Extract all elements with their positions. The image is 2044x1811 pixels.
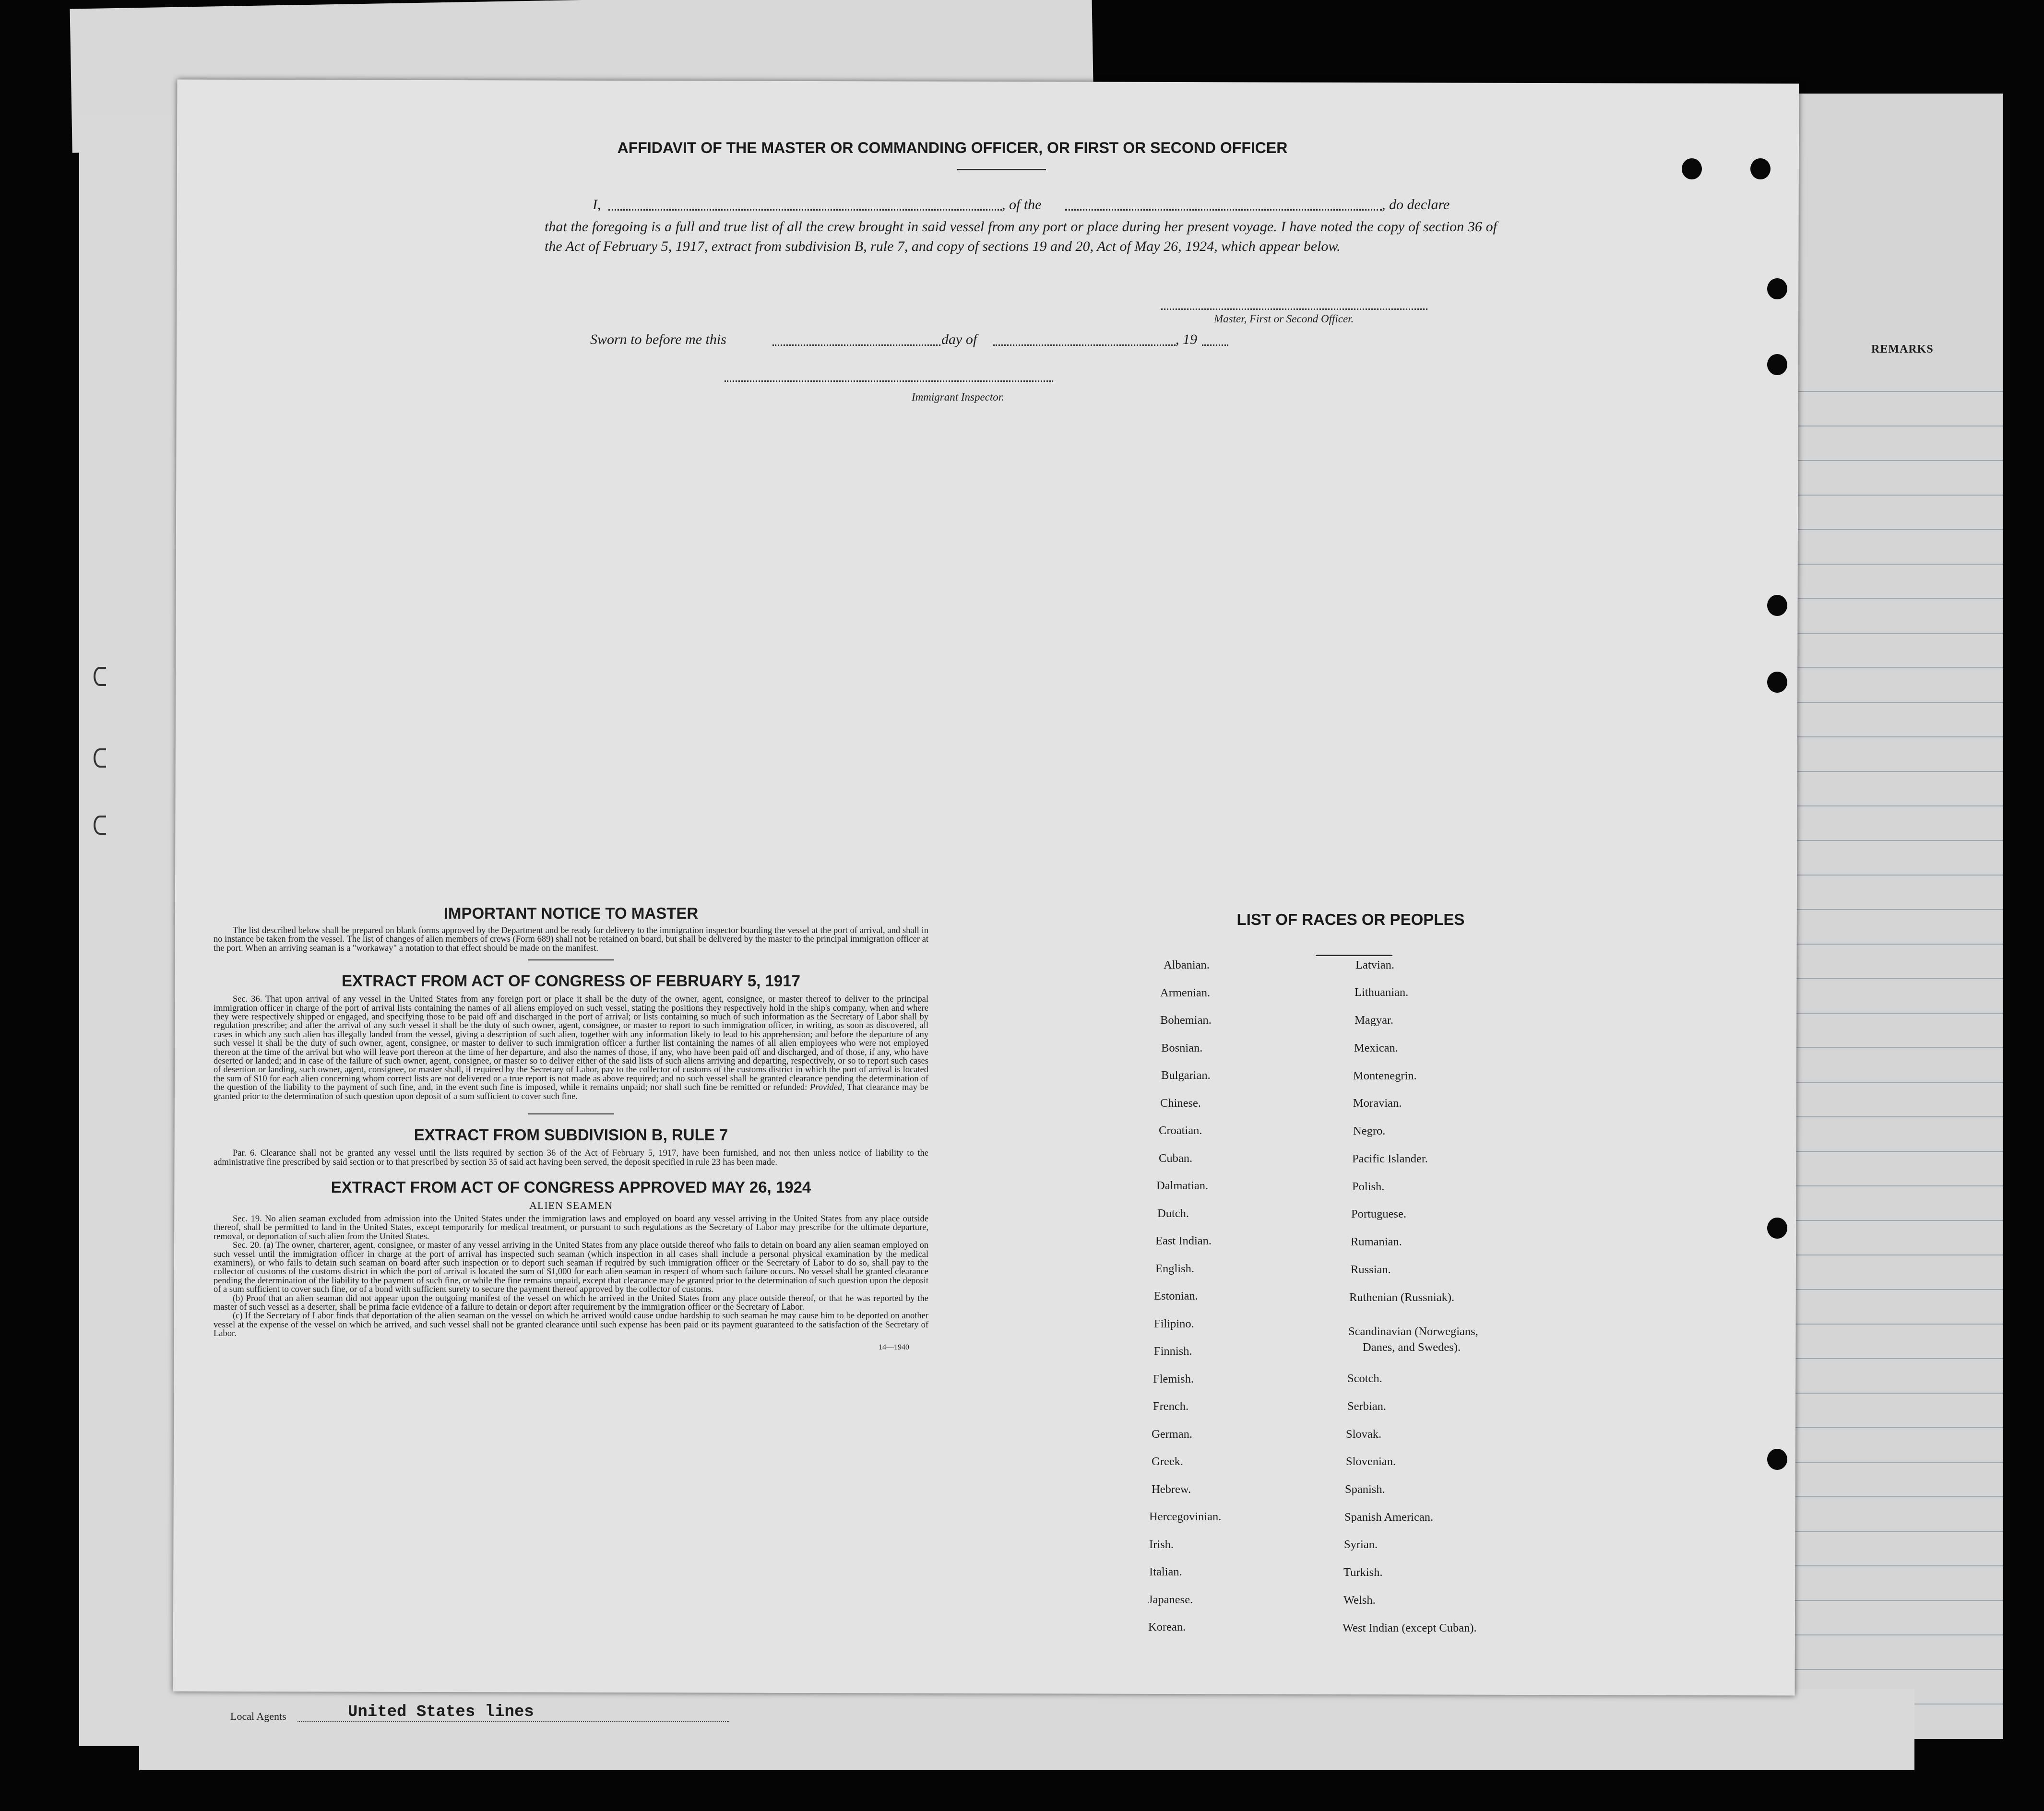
- day-of-label: day of: [941, 331, 977, 347]
- affidavit-title: AFFIDAVIT OF THE MASTER OR COMMANDING OFFICER, OR FIRST OR SECOND OFFICER: [617, 139, 1288, 156]
- binder-ring: [94, 816, 106, 835]
- sec-19-text: Sec. 19. No alien seaman excluded from admission into the United States under the immigration laws and employed on board any vessel arriving in the United States from any place outside thereof, shall be permitted to land in the United States, except temporarily for medical treatment, or pursuant to such regulations as the Secretary of Labor may prescribe for the ultimate departure, removal, or deportation of such alien from the United States.: [214, 1214, 928, 1242]
- race-item: Slovak.: [1346, 1428, 1382, 1441]
- race-item: Bosnian.: [1161, 1041, 1203, 1054]
- punch-hole: [1767, 1449, 1787, 1470]
- race-item: Armenian.: [1160, 986, 1211, 999]
- race-item: Dutch.: [1157, 1207, 1189, 1220]
- race-item: Estonian.: [1154, 1290, 1198, 1302]
- race-item: Lithuanian.: [1355, 986, 1409, 999]
- race-item: East Indian.: [1155, 1234, 1212, 1247]
- races-title-underline: [1316, 955, 1392, 956]
- race-item: Slovenian.: [1346, 1455, 1396, 1468]
- sworn-month-blank[interactable]: [993, 344, 1176, 346]
- race-item: Italian.: [1149, 1565, 1182, 1578]
- race-item: Hercegovinian.: [1149, 1510, 1222, 1523]
- divider: [528, 959, 614, 960]
- local-agents-line: [297, 1721, 729, 1722]
- sec-20a-text: Sec. 20. (a) The owner, charterer, agent, consignee, or master of any vessel arriving in the United States from any place outside thereof who fails to detain on board any alien seaman employed on such vessel until the immigration officer in charge at the port of arrival has inspected such seaman (which inspection in all cases shall include a personal physical examination by the medical examiners), or who fails to detain such seaman on board after such inspection or to deport such seaman if required by such immigration officer or the Secretary of Labor to do so, shall pay to the collector of customs of the customs district in which the port of arrival is located the sum of $1,000 for each alien seaman in respect of whom such failure occurs. No vessel shall be granted clearance pending the determination of the liability to the payment of such fine, or while the fine remains unpaid, except that clearance may be granted prior to the determination of such question upon the deposit of a sum sufficient to cover such fine, or of a bond with sufficient surety to secure the payment thereof approved by the collector of customs.: [214, 1241, 928, 1295]
- extract-rule7-text: Par. 6. Clearance shall not be granted any vessel until the lists required by section 36 of the Act of February 5, 1917, have been furnished, and not then unless notice of liability to the administrative fine prescribed by said section or to that prescribed by section 35 of said act having been served, the deposit specified in rule 23 has been made.: [214, 1148, 928, 1167]
- sec-20c-text: (c) If the Secretary of Labor finds that deportation of the alien seaman on the vessel on which he arrived would cause undue hardship to such seaman he may cause him to be deported on another vessel at the expense of the vessel on which he arrived, and such vessel shall not be granted clearance until such expense has been paid or its payment guaranteed to the satisfaction of the Secretary of Labor.: [214, 1311, 928, 1339]
- binder-ring: [94, 748, 106, 768]
- binder-ring: [94, 667, 106, 686]
- local-agents-value: United States lines: [348, 1703, 534, 1721]
- race-item: Rumanian.: [1351, 1235, 1402, 1248]
- sec-20b-text: (b) Proof that an alien seaman did not appear upon the outgoing manifest of the vessel on which he arrived in the United States from any place outside thereof, or that he was reported by the master of such vessel as a deserter, shall be prima facie evidence of a failure to detain or deport after requirement by the immigration officer or the Secretary of Labor.: [214, 1293, 928, 1312]
- inspector-signature-line[interactable]: [725, 380, 1053, 382]
- race-item: Flemish.: [1153, 1372, 1194, 1385]
- race-item: Bohemian.: [1160, 1014, 1212, 1027]
- punch-hole: [1767, 672, 1787, 693]
- race-item: Albanian.: [1164, 959, 1210, 971]
- divider: [528, 1113, 614, 1114]
- race-item: Moravian.: [1353, 1097, 1402, 1110]
- race-item: Finnish.: [1154, 1345, 1192, 1358]
- affidavit-do-declare: , do declare: [1382, 197, 1450, 213]
- race-item: Spanish American.: [1344, 1511, 1434, 1524]
- race-item: German.: [1152, 1427, 1193, 1441]
- sworn-day-blank[interactable]: [772, 344, 940, 346]
- extract-1917-text: [214, 995, 928, 1101]
- year-prefix: , 19: [1176, 331, 1197, 347]
- race-item: Magyar.: [1355, 1014, 1393, 1027]
- extract-rule7-title: EXTRACT FROM SUBDIVISION B, RULE 7: [414, 1126, 728, 1144]
- punch-hole: [1767, 278, 1787, 299]
- race-item: Greek.: [1152, 1455, 1183, 1468]
- sworn-year-blank[interactable]: [1202, 344, 1228, 346]
- affidavit-of-the: , of the: [1002, 197, 1042, 213]
- race-item: Scandinavian (Norwegians,: [1348, 1325, 1478, 1338]
- race-item: Polish.: [1352, 1180, 1385, 1193]
- race-item: Spanish.: [1345, 1483, 1385, 1496]
- title-underline: [957, 169, 1046, 170]
- race-item: Bulgarian.: [1161, 1069, 1211, 1082]
- affidavit-form-sheet: [173, 80, 1799, 1696]
- extract-1917-title: EXTRACT FROM ACT OF CONGRESS OF FEBRUARY 5, 1917: [342, 972, 800, 990]
- punch-hole: [1767, 1218, 1787, 1239]
- notice-title: IMPORTANT NOTICE TO MASTER: [443, 904, 699, 922]
- legal-notice-column: [214, 904, 928, 1352]
- race-item: Chinese.: [1160, 1096, 1201, 1110]
- punch-hole: [1767, 595, 1787, 616]
- race-item: Korean.: [1148, 1621, 1186, 1633]
- race-item: Hebrew.: [1152, 1482, 1191, 1496]
- race-item: Syrian.: [1344, 1538, 1378, 1551]
- race-item: Croatian.: [1159, 1124, 1202, 1137]
- race-item: Filipino.: [1154, 1317, 1194, 1330]
- punch-hole: [1767, 354, 1787, 375]
- race-item: English.: [1155, 1262, 1194, 1275]
- races-title: LIST OF RACES OR PEOPLES: [1236, 911, 1465, 928]
- notice-text: The list described below shall be prepared on blank forms approved by the Department and be ready for delivery to the immigration inspector boarding the vessel at the port of arrival, and shall in no instance be taken from the vessel. The list of changes of alien members of crews (Form 689) shall not be retained on board, but shall be delivered by the master to the principal immigration officer at the port. When an arriving seaman is a "workaway" a notation to that effect should be made on the manifest.: [214, 926, 928, 953]
- race-item: Mexican.: [1354, 1042, 1398, 1054]
- race-item: West Indian (except Cuban).: [1343, 1622, 1477, 1634]
- alien-seamen-subtitle: ALIEN SEAMEN: [529, 1199, 613, 1211]
- local-agents-label: Local Agents: [230, 1710, 286, 1722]
- race-item: Cuban.: [1159, 1151, 1193, 1165]
- race-item: Japanese.: [1148, 1593, 1193, 1606]
- master-signature-label: Master, First or Second Officer.: [1214, 313, 1354, 325]
- bottom-form-strip: [139, 1689, 1914, 1770]
- vessel-blank[interactable]: [1065, 209, 1382, 211]
- master-signature-line[interactable]: [1161, 308, 1427, 310]
- sec-36-label: Sec. 36.: [233, 994, 262, 1005]
- race-item: Scotch.: [1347, 1372, 1382, 1385]
- proviso-word: Provided,: [809, 1083, 844, 1093]
- race-item: Russian.: [1351, 1263, 1391, 1276]
- race-item: Negro.: [1353, 1124, 1386, 1137]
- race-item: Portuguese.: [1351, 1207, 1406, 1220]
- name-blank[interactable]: [608, 209, 1002, 211]
- sworn-before-label: Sworn to before me this: [590, 331, 726, 347]
- race-item: French.: [1153, 1400, 1189, 1413]
- proviso-text: That clearance may be granted prior to the determination of such question upon deposit of a sum sufficient to cover such fine.: [214, 1083, 929, 1101]
- race-item: Dalmatian.: [1156, 1179, 1209, 1192]
- affidavit-text: that the foregoing is a full and true list of all the crew brought in said vessel from any port or place during her present voyage. I have noted the copy of section 36 of the Act of February 5, 1917, extract from subdivision B, rule 7, and copy of sections 19 and 20, Act of May 26, 1924, which appear below.: [545, 219, 1497, 254]
- punch-hole: [1750, 158, 1771, 179]
- race-item: Danes, and Swedes).: [1363, 1341, 1461, 1354]
- race-item: Welsh.: [1343, 1594, 1376, 1607]
- affidavit-i: I,: [593, 197, 601, 213]
- race-item: Pacific Islander.: [1352, 1152, 1428, 1165]
- race-item: Latvian.: [1355, 959, 1394, 971]
- race-item: Irish.: [1149, 1538, 1174, 1551]
- sec-36-body: That upon arrival of any vessel in the United States from any foreign port or place it shall be the duty of the owner, agent, consignee, or master thereof to deliver to the principal immigration officer in charge of the port of arrival lists containing the names of all aliens employed on such vessel, stating the positions they respectively hold in the ship's company, when and where they were respectively shipped or engaged, and specifying those to be paid off and discharged in the port of arrival; or lists containing so much of such information as the Secretary of Labor shall by regulation prescribe; and after the arrival of any such vessel it shall be the duty of such owner, agent, consignee, or master to report to such immigration officer, in writing, as soon as discovered, all cases in which any such alien has illegally landed from the vessel, giving a description of such alien, together with any information likely to lead to his apprehension; and before the departure of any such vessel it shall be the duty of such owner, agent, consignee, or master to deliver to such immigration officer a further list containing the names of all alien employees who were not employed thereon at the time of the arrival but who will leave port thereon at the time of her departure, and also the names of those, if any, who have been paid off and discharged, and of those, if any, who have deserted or landed; and in case of the failure of such owner, agent, consignee, or master so to deliver either of the said lists of such aliens arriving and departing, respectively, or so to report such cases of desertion or landing, such owner, agent, consignee, or master shall, if required by the Secretary of Labor, pay to the collector of customs of the customs district in which the port of arrival is located the sum of $10 for each alien concerning whom correct lists are not delivered or a true report is not made as above required; and no such vessel shall be granted clearance pending the determination of the question of the liability to the payment of such fine, and, in the event such fine is imposed, while it remains unpaid; nor shall such fine be remitted or refunded:: [214, 994, 928, 1093]
- race-item: Turkish.: [1343, 1566, 1383, 1579]
- inspector-label: Immigrant Inspector.: [912, 391, 1004, 403]
- remarks-header: REMARKS: [1871, 343, 1934, 355]
- extract-1924-title: EXTRACT FROM ACT OF CONGRESS APPROVED MAY 26, 1924: [331, 1178, 811, 1196]
- form-number: 14—1940: [879, 1343, 909, 1351]
- race-item: Montenegrin.: [1353, 1069, 1417, 1082]
- punch-hole: [1682, 158, 1702, 179]
- race-item: Serbian.: [1347, 1400, 1386, 1413]
- race-item: Ruthenian (Russniak).: [1349, 1291, 1455, 1304]
